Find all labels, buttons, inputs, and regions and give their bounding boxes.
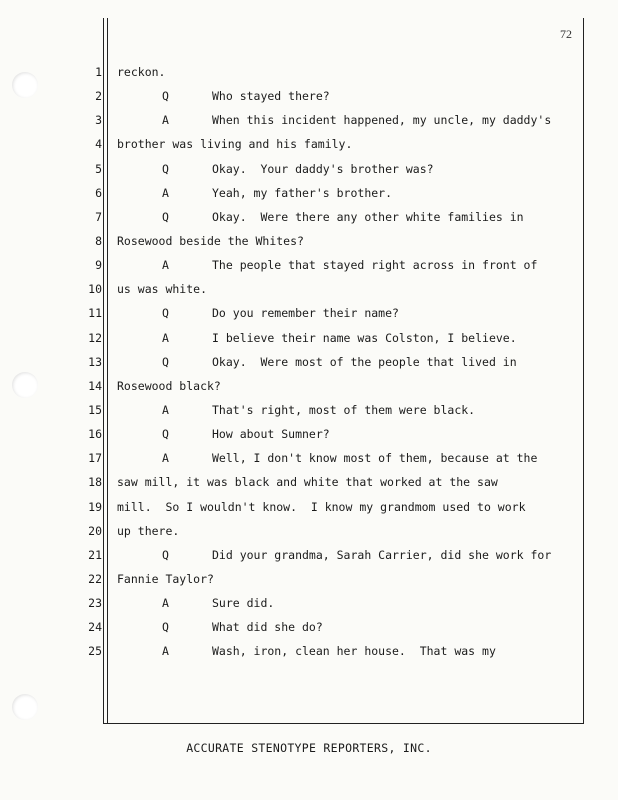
- speaker-label: Q: [162, 547, 169, 562]
- line-number: 2: [95, 89, 102, 104]
- line-number: 14: [88, 378, 102, 393]
- line-number: 20: [88, 523, 102, 538]
- transcript-line: [117, 591, 572, 615]
- transcript-line: [117, 567, 572, 591]
- transcript-line: [117, 181, 572, 205]
- line-number: 6: [95, 185, 102, 200]
- line-text: I believe their name was Colston, I believe.: [212, 330, 517, 345]
- transcript-line: [117, 205, 572, 229]
- line-text: Do you remember their name?: [212, 306, 399, 321]
- line-number: 8: [95, 233, 102, 248]
- line-text: saw mill, it was black and white that worked at the saw: [117, 475, 498, 490]
- line-number: 13: [88, 354, 102, 369]
- speaker-label: Q: [162, 161, 169, 176]
- line-number: 21: [88, 547, 102, 562]
- line-text: Fannie Taylor?: [117, 571, 214, 586]
- line-number: 22: [88, 571, 102, 586]
- line-text: Wash, iron, clean her house. That was my: [212, 644, 496, 659]
- speaker-label: Q: [162, 209, 169, 224]
- speaker-label: Q: [162, 427, 169, 442]
- speaker-label: A: [162, 596, 169, 611]
- line-text: Sure did.: [212, 596, 275, 611]
- punch-hole-top: [12, 72, 38, 98]
- line-text: That's right, most of them were black.: [212, 402, 476, 417]
- line-text: Well, I don't know most of them, because at the: [212, 451, 538, 466]
- line-number-column: [74, 60, 102, 664]
- line-number: 16: [88, 427, 102, 442]
- transcript-line: [117, 157, 572, 181]
- line-text: When this incident happened, my uncle, my daddy's: [212, 113, 552, 128]
- transcript-line: [117, 326, 572, 350]
- transcript-line: [117, 253, 572, 277]
- punch-hole-bottom: [12, 694, 38, 720]
- line-text: Who stayed there?: [212, 89, 330, 104]
- transcript-line: [117, 446, 572, 470]
- line-number: 18: [88, 475, 102, 490]
- line-text: Rosewood black?: [117, 378, 221, 393]
- transcript-body: [117, 60, 572, 664]
- transcript-line: [117, 108, 572, 132]
- line-number: 1: [95, 65, 102, 79]
- speaker-label: Q: [162, 354, 169, 369]
- line-text: How about Sumner?: [212, 427, 330, 442]
- speaker-label: A: [162, 185, 169, 200]
- line-text: The people that stayed right across in front of: [212, 258, 538, 273]
- line-number: 10: [88, 282, 102, 297]
- transcript-line: [117, 543, 572, 567]
- page-number: 72: [560, 27, 572, 41]
- transcript-line: [117, 350, 572, 374]
- speaker-label: Q: [162, 620, 169, 635]
- speaker-label: Q: [162, 89, 169, 104]
- transcript-line: [117, 422, 572, 446]
- line-number: 7: [95, 209, 102, 224]
- line-number: 15: [88, 402, 102, 417]
- punch-hole-middle: [12, 372, 38, 398]
- line-number: 19: [88, 499, 102, 514]
- transcript-line: [117, 470, 572, 494]
- line-number: 3: [95, 113, 102, 128]
- line-text: Yeah, my father's brother.: [212, 185, 393, 200]
- speaker-label: A: [162, 113, 169, 128]
- line-number: 11: [88, 306, 102, 321]
- transcript-line: [117, 398, 572, 422]
- transcript-line: [117, 495, 572, 519]
- line-text: us was white.: [117, 282, 208, 297]
- speaker-label: A: [162, 402, 169, 417]
- speaker-label: A: [162, 644, 169, 659]
- margin-rule: [107, 18, 108, 724]
- line-text: mill. So I wouldn't know. I know my grandmom used to work: [117, 499, 526, 514]
- transcript-line: [117, 519, 572, 543]
- line-text: What did she do?: [212, 620, 323, 635]
- transcript-line: [117, 84, 572, 108]
- line-text: brother was living and his family.: [117, 137, 353, 152]
- line-number: 9: [95, 258, 102, 273]
- transcript-line: [117, 60, 572, 84]
- speaker-label: A: [162, 451, 169, 466]
- line-text: up there.: [117, 523, 180, 538]
- transcript-line: [117, 374, 572, 398]
- line-text: reckon.: [117, 65, 166, 79]
- line-number: 4: [95, 137, 102, 152]
- line-number: 5: [95, 161, 102, 176]
- transcript-line: [117, 615, 572, 639]
- speaker-label: A: [162, 258, 169, 273]
- transcript-line: [117, 639, 572, 663]
- line-number: 12: [88, 330, 102, 345]
- line-number: 17: [88, 451, 102, 466]
- line-number: 24: [88, 620, 102, 635]
- line-number: 25: [88, 644, 102, 659]
- transcript-line: [117, 301, 572, 325]
- transcript-line: [117, 229, 572, 253]
- line-text: Did your grandma, Sarah Carrier, did she work for: [212, 547, 552, 562]
- reporter-footer: ACCURATE STENOTYPE REPORTERS, INC.: [186, 741, 432, 755]
- transcript-line: [117, 132, 572, 156]
- line-text: Rosewood beside the Whites?: [117, 233, 304, 248]
- line-number: 23: [88, 596, 102, 611]
- line-text: Okay. Were most of the people that lived in: [212, 354, 517, 369]
- speaker-label: A: [162, 330, 169, 345]
- line-text: Okay. Were there any other white families in: [212, 209, 524, 224]
- line-text: Okay. Your daddy's brother was?: [212, 161, 434, 176]
- transcript-line: [117, 277, 572, 301]
- speaker-label: Q: [162, 306, 169, 321]
